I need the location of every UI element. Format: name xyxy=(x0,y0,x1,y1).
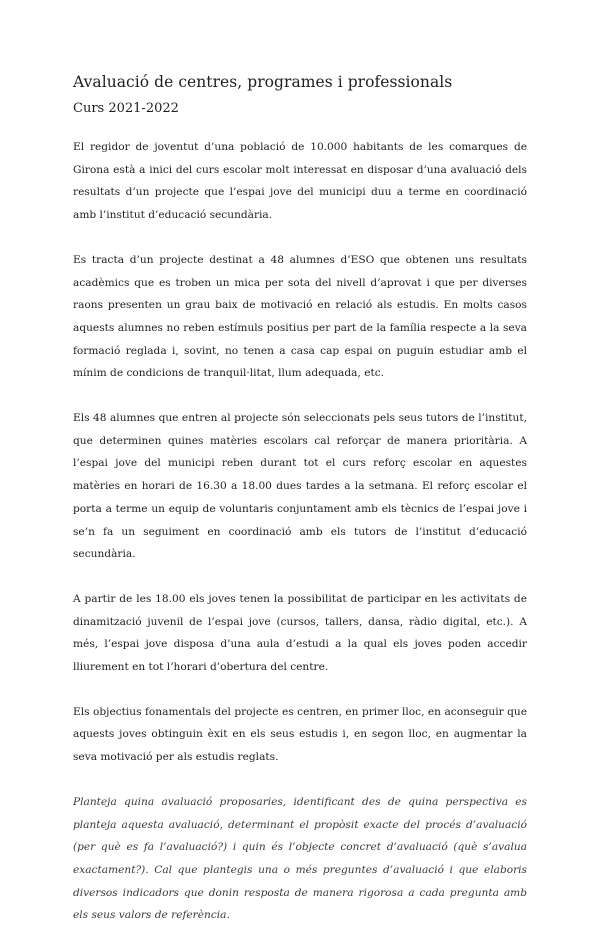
paragraph-context: El regidor de joventut d’una població de 10.000 habitants de les comarques de Girona està a inici del curs escolar molt interessat en disposar d’una avaluació dels resultats d’un projecte que l’espai jove del municipi duu a terme en coordinació amb l’institut d’educació secundària. xyxy=(73,141,527,222)
document-subtitle: Curs 2021-2022 xyxy=(73,101,179,116)
document-page xyxy=(73,72,527,949)
task-instructions: Planteja quina avaluació proposaries, identificant des de quina perspectiva es planteja aquesta avaluació, determinant el propòsit exacte del procés d’avaluació (per què es fa l’avaluació?) i quin és l’objecte concret d’avaluació (què s’avalua exactament?). Cal que plantegis una o més preguntes d’avaluació i que elaboris diversos indicadors que donin resposta de manera rigorosa a cada pregunta amb els seus valors de referència. xyxy=(73,795,527,922)
document-title: Avaluació de centres, programes i professionals xyxy=(73,73,453,91)
paragraph-objectives: Els objectius fonamentals del projecte es centren, en primer lloc, en aconseguir que aquests joves obtinguin èxit en els seus estudis i, en segon lloc, en augmentar la seva motivació per als estudis reglats. xyxy=(73,705,527,764)
document-body xyxy=(73,136,527,927)
paragraph-activities: A partir de les 18.00 els joves tenen la possibilitat de participar en les activitats de dinamització juvenil de l’espai jove (cursos, tallers, dansa, ràdio digital, etc.). A més, l’espai jove disposa d’una aula d’estudi a la qual els joves poden accedir lliurement en tot l’horari d’obertura del centre. xyxy=(73,592,527,674)
paragraph-target-group: Es tracta d’un projecte destinat a 48 alumnes d’ESO que obtenen uns resultats acadèmics que es troben un mica per sota del nivell d’aprovat i que per diverses raons presenten un grau baix de motivació en relació als estudis. En molts casos aquests alumnes no reben estímuls positius per part de la família respecte a la seva formació reglada i, sovint, no tenen a casa cap espai on puguin estudiar amb el mínim de condicions de tranquil·litat, llum adequada, etc. xyxy=(73,253,527,380)
paragraph-selection: Els 48 alumnes que entren al projecte són seleccionats pels seus tutors de l’institut, que determinen quines matèries escolars cal reforçar de manera prioritària. A l’espai jove del municipi reben durant tot el curs reforç escolar en aquestes matèries en horari de 16.30 a 18.00 dues tardes a la setmana. El reforç escolar el porta a terme un equip de voluntaris conjuntament amb els tècnics de l’espai jove i se’n fa un seguiment en coordinació amb els tutors de l’institut d’educació secundària. xyxy=(73,412,527,561)
